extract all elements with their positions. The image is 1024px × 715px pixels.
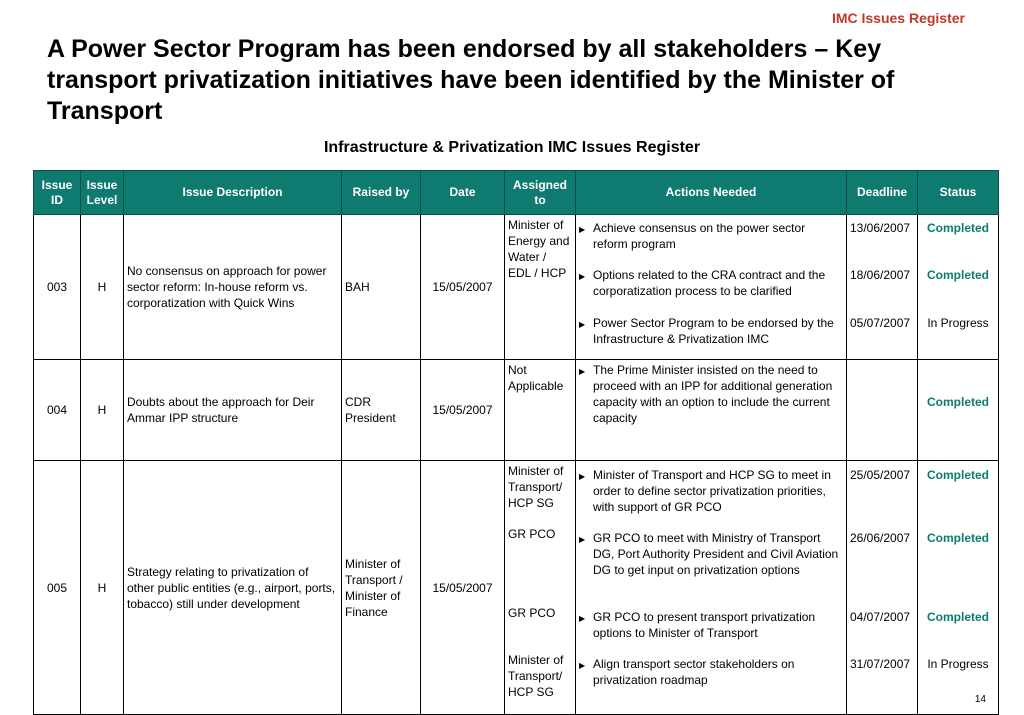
status-badge: Completed [926,221,989,235]
issue-id-cell: 005 [34,461,81,715]
action-item [579,267,843,315]
deadline-cell [847,360,918,461]
deadline-value: 13/06/2007 [850,221,911,235]
action-text: GR PCO to present transport privatization options to Minister of Transport [593,610,816,640]
raised-by-cell: Minister of Transport / Minister of Finance [342,461,421,715]
actions-needed-cell [576,360,847,461]
bullet-arrow-icon: ▶ [579,535,586,544]
table-row [34,461,999,715]
bullet-arrow-icon: ▶ [579,472,586,481]
status-badge: Completed [926,395,989,409]
status-badge: Completed [926,610,989,624]
status-cell [918,360,999,461]
page-number: 14 [974,694,986,705]
action-item [579,656,843,710]
status-badge: Completed [926,468,989,482]
header-actions-needed: Actions Needed [576,171,847,215]
table-row [34,360,999,461]
assigned-to-entry: Minister of Transport/ HCP SG [508,653,564,699]
action-text: Align transport sector stakeholders on privatization roadmap [593,657,795,687]
action-text: Minister of Transport and HCP SG to meet in order to define sector privatization priorities, with support of GR PCO [593,468,831,514]
date-cell: 15/05/2007 [421,360,505,461]
table-body [34,215,999,715]
action-item [579,530,843,609]
action-text: Achieve consensus on the power sector reform program [593,221,806,251]
date-cell: 15/05/2007 [421,461,505,715]
status-badge: Completed [926,268,989,282]
issue-description-cell: Strategy relating to privatization of other public entities (e.g., airport, ports, tobacco) still under development [124,461,342,715]
actions-needed-cell [576,215,847,360]
raised-by-cell: BAH [342,215,421,360]
bullet-arrow-icon: ▶ [579,661,586,670]
deadline-value: 31/07/2007 [850,657,911,671]
bullet-arrow-icon: ▶ [579,614,586,623]
table-title: Infrastructure & Privatization IMC Issues Register [323,139,701,156]
action-item [579,362,843,426]
deadline-value: 26/06/2007 [850,531,911,545]
assigned-to-cell [505,215,576,360]
table-row [34,215,999,360]
deadline-cell [847,215,918,360]
status-cell [918,461,999,715]
slide-title: A Power Sector Program has been endorsed by all stakeholders – Key transport privatization initiatives have been identified by the Minister of Transport [47,35,895,125]
action-item [579,467,843,530]
bullet-arrow-icon: ▶ [579,225,586,234]
assigned-to-cell [505,360,576,461]
date-cell: 15/05/2007 [421,215,505,360]
action-text: The Prime Minister insisted on the need to proceed with an IPP for additional generation capacity with an option to include the current capacity [593,363,833,425]
assigned-to-entry: Not Applicable [508,363,564,393]
header-issue-description: Issue Description [124,171,342,215]
deadline-value [850,378,914,442]
issues-register-table [33,170,999,715]
section-label: IMC Issues Register [831,10,965,26]
assigned-to-entry: GR PCO [508,606,556,620]
issue-level-cell: H [81,461,124,715]
header-raised-by: Raised by [342,171,421,215]
issue-id-cell: 004 [34,360,81,461]
status-cell [918,215,999,360]
assigned-to-entry: Minister of Transport/ HCP SG [508,464,564,510]
header-deadline: Deadline [847,171,918,215]
raised-by-cell: CDR President [342,360,421,461]
bullet-arrow-icon: ▶ [579,320,586,329]
header-status: Status [918,171,999,215]
action-text: Options related to the CRA contract and the corporatization process to be clarified [593,268,826,298]
header-issue-level: Issue Level [81,171,124,215]
issue-level-cell: H [81,360,124,461]
action-text: Power Sector Program to be endorsed by the Infrastructure & Privatization IMC [593,316,834,346]
action-text: GR PCO to meet with Ministry of Transport DG, Port Authority President and Civil Aviation DG to get input on privatization options [593,531,839,577]
actions-needed-cell [576,461,847,715]
deadline-value: 04/07/2007 [850,610,911,624]
action-item [579,609,843,656]
deadline-value: 05/07/2007 [850,316,911,330]
header-assigned-to: Assigned to [505,171,576,215]
deadline-value: 25/05/2007 [850,468,911,482]
issue-description-cell: Doubts about the approach for Deir Ammar IPP structure [124,360,342,461]
bullet-arrow-icon: ▶ [579,272,586,281]
issue-description-cell: No consensus on approach for power sector reform: In-house reform vs. corporatization with Quick Wins [124,215,342,360]
assigned-to-cell [505,461,576,715]
assigned-to-entry: Minister of Energy and Water / EDL / HCP [508,218,570,280]
status-badge: In Progress [927,657,989,671]
table-header-row [34,171,999,215]
header-issue-id: Issue ID [34,171,81,215]
bullet-arrow-icon: ▶ [579,367,586,376]
action-item [579,220,843,267]
status-badge: In Progress [927,316,989,330]
header-date: Date [421,171,505,215]
deadline-cell [847,461,918,715]
issue-id-cell: 003 [34,215,81,360]
deadline-value: 18/06/2007 [850,268,911,282]
assigned-to-entry: GR PCO [508,527,556,541]
status-badge: Completed [926,531,989,545]
action-item [579,315,843,357]
issue-level-cell: H [81,215,124,360]
